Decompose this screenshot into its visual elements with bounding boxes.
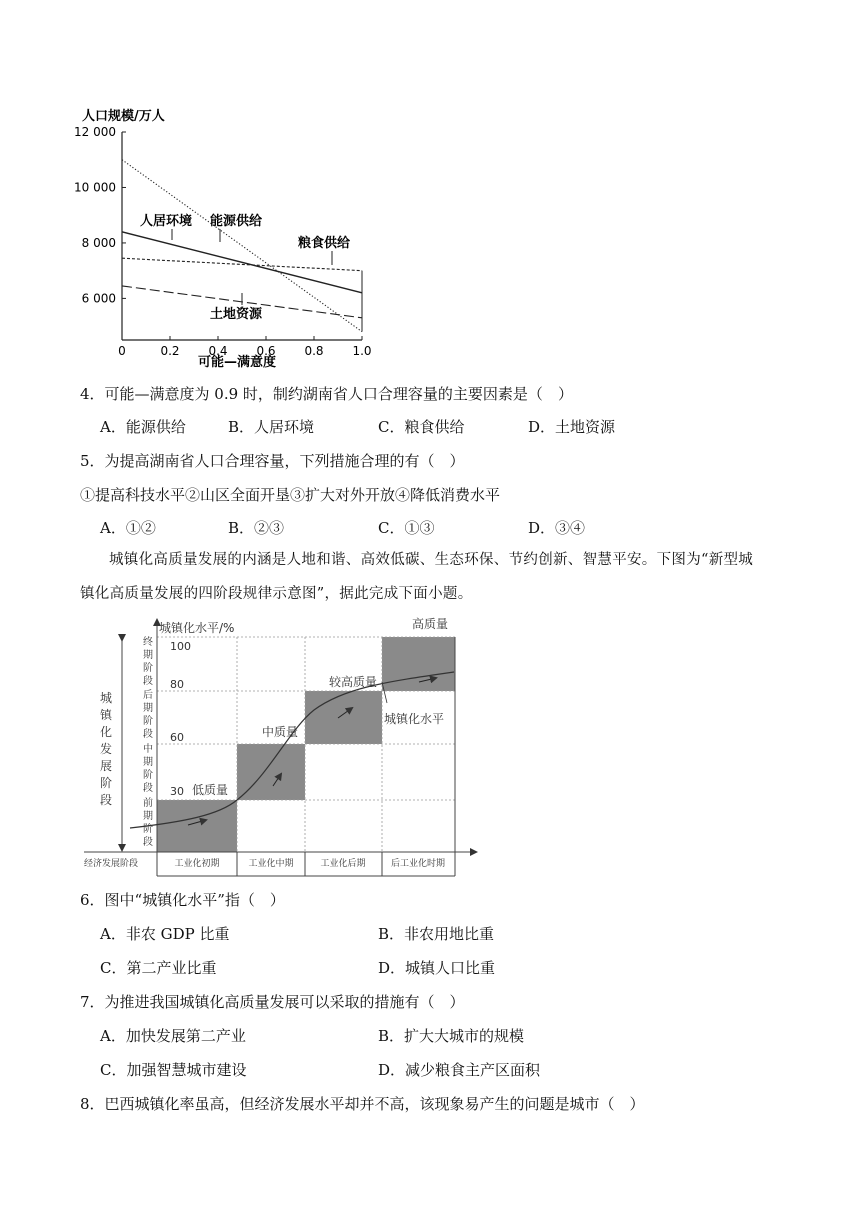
xcat-late-industrial: 工业化后期: [320, 859, 366, 869]
series-label-energy: 能源供给: [210, 214, 263, 229]
chart1-ytick-label: 10 000: [74, 180, 116, 195]
q6-option-a[interactable]: A．非农 GDP 比重: [100, 925, 230, 943]
q7-option-a[interactable]: A．加快发展第二产业: [100, 1027, 246, 1045]
stage-axis-label: 城镇化发展阶段: [99, 691, 113, 807]
chart1-series-line-3: [122, 258, 362, 270]
q4-option-c[interactable]: C．粮食供给: [378, 418, 465, 436]
quality-label-high: 高质量: [412, 617, 449, 631]
quality-label-mid: 中质量: [262, 725, 299, 739]
q7-option-d[interactable]: D．减少粮食主产区面积: [378, 1061, 541, 1079]
chart1-xtick-label: 0.2: [160, 344, 180, 358]
series-label-living-env: 人居环境: [140, 214, 193, 229]
q6-option-c[interactable]: C．第二产业比重: [100, 959, 217, 977]
question-6-stem: 6．图中“城镇化水平”指（ ）: [80, 891, 285, 909]
stage-label-4: 终期阶段: [143, 637, 153, 687]
xcat-post-industrial: 后工业化时期: [390, 859, 446, 869]
population-capacity-chart: [70, 100, 390, 370]
chart1-xtick-label: 0.8: [304, 344, 324, 358]
q6-option-d[interactable]: D．城镇人口比重: [378, 959, 496, 977]
chart2-xaxis-label: 经济发展阶段: [84, 859, 139, 869]
series-label-grain: 粮食供给: [298, 236, 351, 251]
q6-option-b[interactable]: B．非农用地比重: [378, 925, 495, 943]
curve-label: 城镇化水平: [384, 712, 445, 726]
xcat-mid-industrial: 工业化中期: [248, 859, 294, 869]
quality-label-low: 低质量: [192, 783, 229, 797]
question-8-stem: 8．巴西城镇化率虽高，但经济发展水平却并不高，该现象易产生的问题是城市（ ）: [80, 1095, 645, 1113]
question-5-items: ①提高科技水平②山区全面开垦③扩大对外开放④降低消费水平: [80, 486, 501, 504]
stage-label-3: 后期阶段: [143, 690, 153, 740]
q5-option-d[interactable]: D．③④: [528, 519, 586, 537]
material-line-1: 城镇化高质量发展的内涵是人地和谐、高效低碳、生态环保、节约创新、智慧平安。下图为“新型城: [109, 552, 754, 568]
chart1-xlabel: 可能—满意度: [198, 355, 277, 370]
chart1-xtick-label: 0: [118, 344, 126, 358]
q4-option-d[interactable]: D．土地资源: [528, 418, 616, 436]
chart1-xtick-label: 0.4: [208, 344, 228, 358]
q4-option-a[interactable]: A．能源供给: [100, 418, 186, 436]
chart1-xtick-label: 0.6: [256, 344, 276, 358]
ytick-60: 60: [170, 731, 184, 744]
ytick-100: 100: [170, 640, 191, 653]
chart1-ytick-label: 12 000: [74, 125, 116, 139]
series-label-land: 土地资源: [210, 307, 263, 322]
stage-label-2: 中期阶段: [143, 744, 153, 794]
q5-option-b[interactable]: B．②③: [228, 519, 285, 537]
question-5-stem: 5．为提高湖南省人口合理容量，下列措施合理的有（ ）: [80, 452, 465, 470]
xcat-early-industrial: 工业化初期: [174, 859, 220, 869]
chart1-xtick-label: 1.0: [352, 344, 372, 358]
q5-option-a[interactable]: A．①②: [100, 519, 156, 537]
chart1-ylabel: 人口规模/万人: [82, 109, 165, 124]
q7-option-b[interactable]: B．扩大大城市的规模: [378, 1027, 525, 1045]
question-4-stem: 4．可能—满意度为 0.9 时，制约湖南省人口合理容量的主要因素是（ ）: [80, 385, 573, 403]
chart1-ytick-label: 6 000: [81, 291, 116, 306]
stage-label-1: 前期阶段: [143, 798, 153, 848]
ytick-30: 30: [170, 785, 184, 798]
chart1-ytick-label: 8 000: [81, 235, 116, 250]
q4-option-b[interactable]: B．人居环境: [228, 418, 315, 436]
quality-box-high: [382, 637, 455, 691]
material-paragraph: [80, 543, 780, 611]
chart2-ylabel: 城镇化水平/%: [159, 621, 235, 635]
material-line-2: 镇化高质量发展的四阶段规律示意图”，据此完成下面小题。: [80, 586, 473, 602]
question-7-stem: 7．为推进我国城镇化高质量发展可以采取的措施有（ ）: [80, 993, 465, 1011]
ytick-80: 80: [170, 678, 184, 691]
q7-option-c[interactable]: C．加强智慧城市建设: [100, 1061, 247, 1079]
quality-label-higher: 较高质量: [329, 675, 378, 689]
q5-option-c[interactable]: C．①③: [378, 519, 435, 537]
quality-box-higher: [305, 691, 382, 744]
urbanization-stages-chart: [84, 610, 484, 882]
